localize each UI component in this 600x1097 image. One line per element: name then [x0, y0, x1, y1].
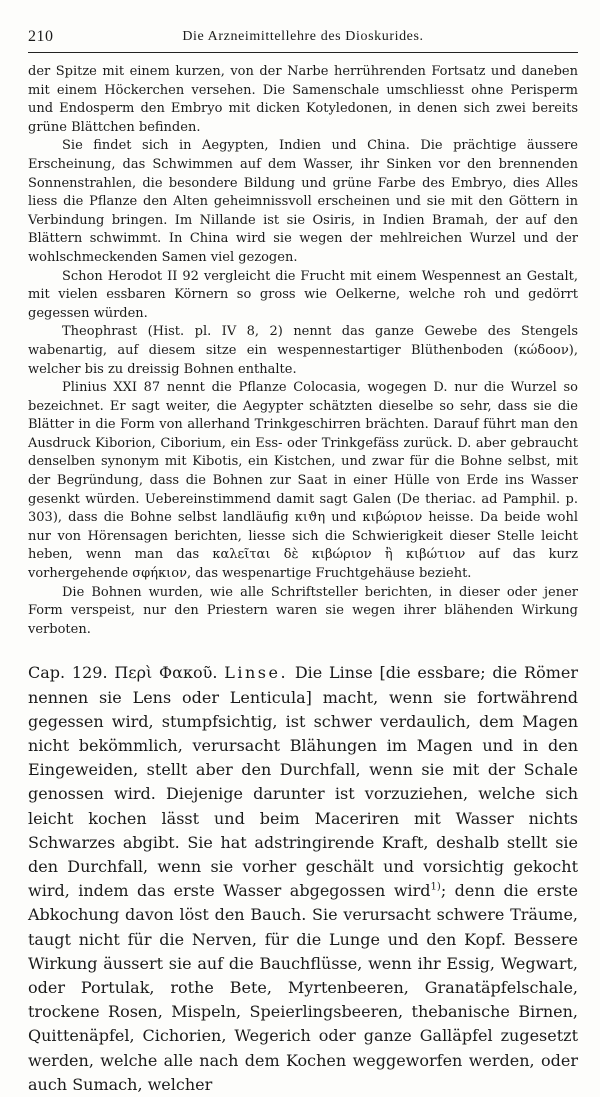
- page-number: 210: [28, 28, 54, 45]
- commentary-paragraph: der Spitze mit einem kurzen, von der Narbe herrührenden Fortsatz und daneben mit einem Höckerchen versehen. Die Samenschale umschliesst ohne Perisperm und Endosperm den Embryo mit dicken Kotyledonen, in denen sich zwei bereits grüne Blättchen befinden.: [28, 64, 578, 135]
- chapter-text-continued: ; denn die erste Abkochung davon löst den Bauch. Sie verursacht schwere Träume, taugt nicht für die Nerven, für die Lunge und den Kopf. Bessere Wirkung äussert sie auf die Bauchflüsse, wenn ihr Essig, Wegwart, oder Portulak, rothe Bete, Myrtenbeeren, Granatäpfelschale, trockene Rosen, Mispeln, Speierlingsbeeren, thebanische Birnen, Quittenäpfel, Cichorien, Wegerich oder ganze Galläpfel zugesetzt werden, welche alle nach dem Kochen weggeworfen werden, oder auch Sumach, welcher: [28, 881, 578, 1094]
- footnote-mark[interactable]: 1): [430, 881, 441, 893]
- chapter-title: Linse.: [224, 663, 289, 683]
- chapter-block: [28, 661, 578, 1097]
- chapter-paragraph: [28, 661, 578, 1097]
- commentary-paragraph: Plinius XXI 87 nennt die Pflanze Colocasia, wogegen D. nur die Wurzel so bezeichnet. Er sagt weiter, die Aegypter schätzten dieselbe so sehr, dass sie die Blätter in die Form von allerhand Trinkgeschirren brächten. Darauf führt man den Ausdruck Kiborion, Ciborium, ein Ess- oder Trinkgefäss zurück. D. aber gebraucht denselben synonym mit Kibotis, ein Kistchen, und zwar für die Bohne selbst, mit der Begründung, dass die Bohnen zur Saat in einer Hülle von Erde ins Wasser gesenkt würden. Uebereinstimmend damit sagt Galen (De theriac. ad Pamphil. p. 303), dass die Bohne selbst landläufig κιϑη und κιβώριον heisse. Da beide wohl nur von Hörensagen berichten, liesse sich die Schwierigkeit dieser Stelle leicht heben, wenn man das καλεῖται δὲ κιβώριον ἢ κιβώτιον auf das kurz vorhergehende σφήκιον, das wespenartige Fruchtgehäuse bezieht.: [28, 380, 578, 582]
- page-header: [28, 26, 578, 48]
- commentary-paragraph: Die Bohnen wurden, wie alle Schriftsteller berichten, in dieser oder jener Form verspeist, nur den Priestern waren sie wegen ihrer blähenden Wirkung verboten.: [28, 584, 578, 637]
- header-rule: [28, 52, 578, 53]
- running-title: Die Arzneimittellehre des Dioskurides.: [182, 29, 424, 44]
- chapter-text: Die Linse [die essbare; die Römer nennen sie Lens oder Lenticula] macht, wenn sie fortwährend gegessen wird, stumpfsichtig, ist schwer verdaulich, dem Magen nicht bekömmlich, verursacht Blähungen im Magen und in den Eingeweiden, stellt aber den Durchfall, wenn sie mit der Schale genossen wird. Diejenige darunter ist vorzuziehen, welche sich leicht kochen lässt und beim Maceriren mit Wasser nichts Schwarzes abgibt. Sie hat adstringirende Kraft, deshalb stellt sie den Durchfall, wenn sie vorher geschält und vorsichtig gekocht wird, indem das erste Wasser abgegossen wird: [28, 663, 578, 901]
- commentary-paragraph: Sie findet sich in Aegypten, Indien und China. Die prächtige äussere Erscheinung, das Schwimmen auf dem Wasser, ihr Sinken vor den brennenden Sonnenstrahlen, die besondere Bildung und grüne Farbe des Embryo, dies Alles liess die Pflanze den Alten geheimnissvoll erscheinen und sie mit den Göttern in Verbindung bringen. Im Nillande ist sie Osiris, in Indien Bramah, der auf den Blättern schwimmt. In China wird sie wegen der mehlreichen Wurzel und der wohlschmeckenden Samen viel gezogen.: [28, 138, 578, 265]
- commentary-block: [28, 63, 578, 639]
- chapter-greek-title: Περὶ Φακοῦ.: [114, 663, 218, 683]
- chapter-number: Cap. 129.: [28, 663, 108, 683]
- commentary-paragraph: Schon Herodot II 92 vergleicht die Frucht mit einem Wespennest an Gestalt, mit vielen essbaren Körnern so gross wie Oelkerne, welche roh und gedörrt gegessen würden.: [28, 268, 578, 321]
- commentary-paragraph: Theophrast (Hist. pl. IV 8, 2) nennt das ganze Gewebe des Stengels wabenartig, auf diesem sitze ein wespennestartiger Blüthenboden (κώδοον), welcher bis zu dreissig Bohnen enthalte.: [28, 324, 578, 377]
